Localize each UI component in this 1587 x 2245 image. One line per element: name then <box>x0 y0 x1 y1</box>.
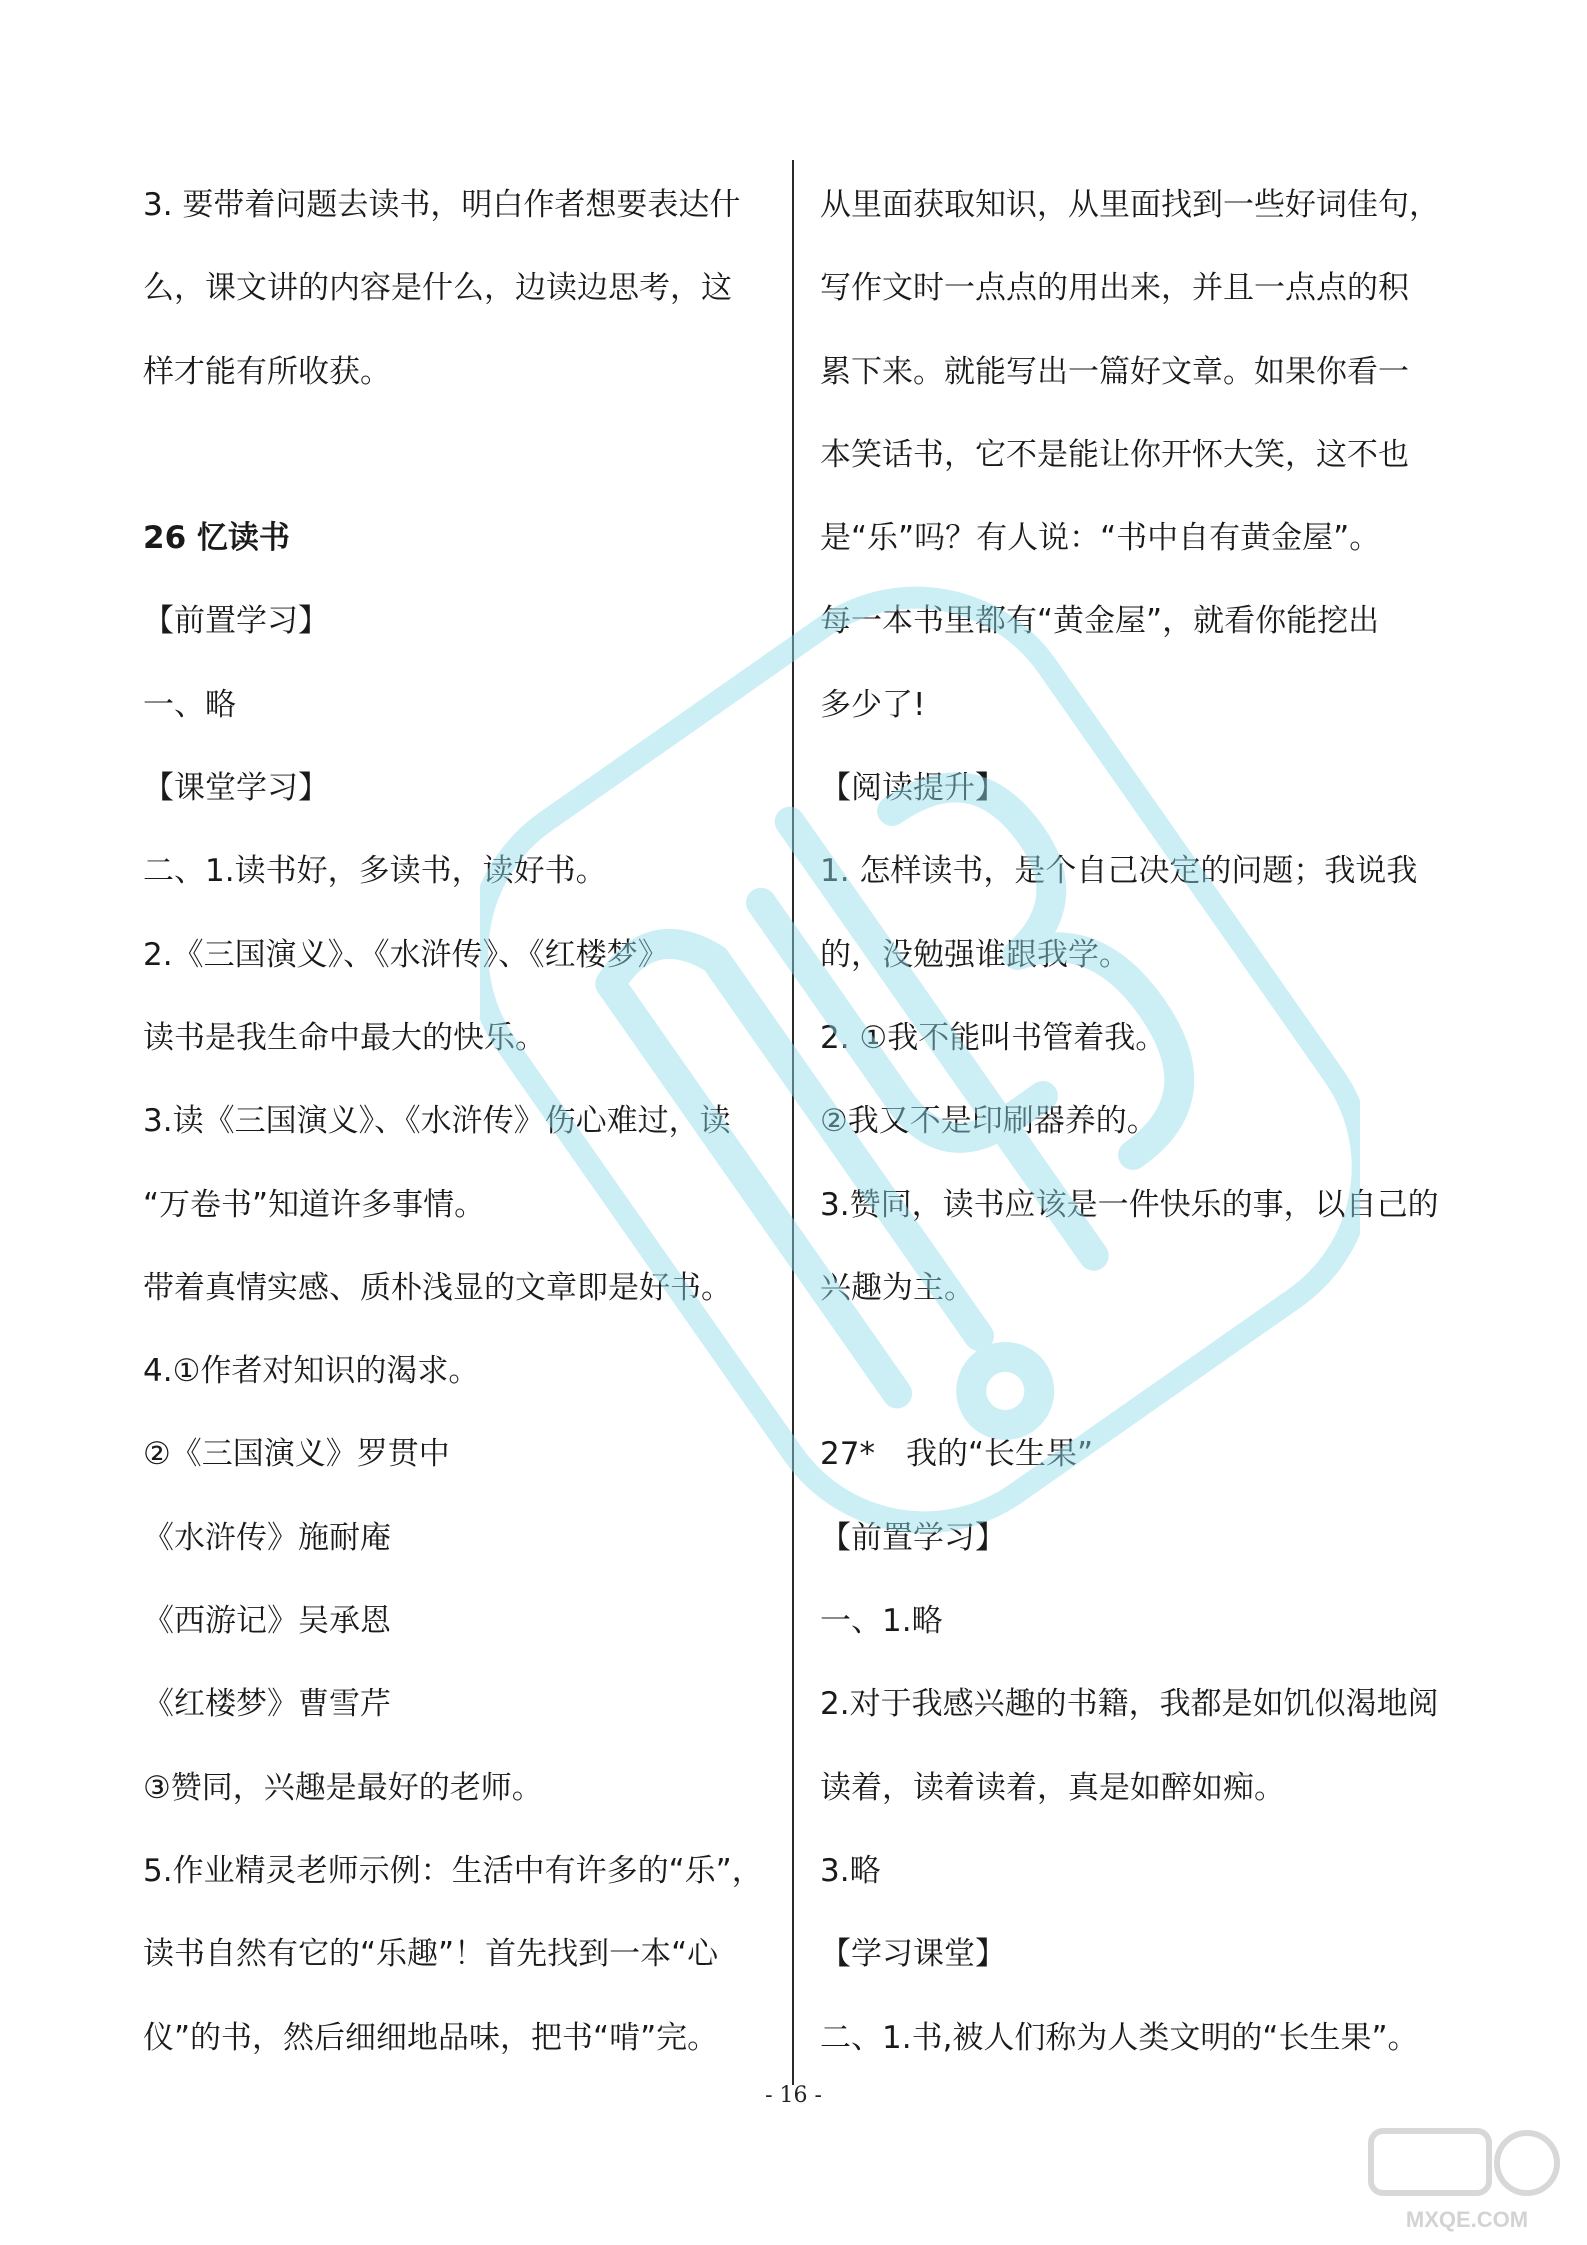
right-column <box>820 175 1450 2091</box>
text-line: 2.《三国演义》、《水浒传》、《红楼梦》 <box>143 936 669 973</box>
text-line: 二、1.读书好，多读书，读好书。 <box>143 853 607 890</box>
text-line: 《红楼梦》曹雪芹 <box>143 1686 391 1723</box>
text-line: 2.对于我感兴趣的书籍，我都是如饥似渴地阅 <box>820 1686 1439 1723</box>
text-line: 【课堂学习】 <box>143 770 329 807</box>
text-line: 一、略 <box>143 686 236 723</box>
site-logo <box>1367 2125 1567 2235</box>
text-line: 3.略 <box>820 1852 881 1889</box>
left-column <box>143 175 783 2091</box>
text-line: 带着真情实感、质朴浅显的文章即是好书。 <box>143 1269 732 1306</box>
text-line: 1. 怎样读书，是个自己决定的问题；我说我 <box>820 853 1418 890</box>
text-line: 【前置学习】 <box>820 1519 1006 1556</box>
page-number: - 16 - <box>765 2083 822 2108</box>
text-line: 写作文时一点点的用出来，并且一点点的积 <box>820 270 1409 307</box>
text-line: 每一本书里都有“黄金屋”，就看你能挖出 <box>820 603 1380 640</box>
text-line: ③赞同，兴趣是最好的老师。 <box>143 1769 543 1806</box>
text-line: 累下来。就能写出一篇好文章。如果你看一 <box>820 353 1409 390</box>
text-line: 读书自然有它的“乐趣”！首先找到一本“心 <box>143 1936 719 1973</box>
text-line: 5.作业精灵老师示例：生活中有许多的“乐”， <box>143 1852 763 1889</box>
text-line: 仪”的书，然后细细地品味，把书“啃”完。 <box>143 2019 719 2056</box>
site-logo-text: MXQE.COM <box>1405 2207 1529 2232</box>
text-line: 3.读《三国演义》、《水浒传》伤心难过，读 <box>143 1103 731 1140</box>
text-line: 3. 要带着问题去读书，明白作者想要表达什 <box>143 187 741 223</box>
blank-line <box>820 1341 1450 1424</box>
text-line: 【阅读提升】 <box>820 770 1006 807</box>
text-line: 多少了! <box>820 686 926 723</box>
column-divider <box>792 160 794 2085</box>
text-line: 样才能有所收获。 <box>143 353 391 390</box>
text-line: 27* 我的“长生果” <box>820 1436 1094 1473</box>
section-heading: 26 忆读书 <box>143 520 290 557</box>
text-line: “万卷书”知道许多事情。 <box>143 1186 486 1223</box>
blank-line <box>143 425 783 508</box>
text-line: 《西游记》吴承恩 <box>143 1603 391 1640</box>
text-line: 一、1.略 <box>820 1603 943 1640</box>
text-line: 【前置学习】 <box>143 603 329 640</box>
text-line: 的，没勉强谁跟我学。 <box>820 936 1130 973</box>
text-line: 二、1.书,被人们称为人类文明的“长生果”。 <box>820 2019 1419 2056</box>
text-line: ②《三国演义》罗贯中 <box>143 1436 450 1473</box>
text-line: 么，课文讲的内容是什么，边读边思考，这 <box>143 270 732 307</box>
text-line: 从里面获取知识，从里面找到一些好词佳句， <box>820 187 1440 223</box>
text-line: 4.①作者对知识的渴求。 <box>143 1353 480 1390</box>
text-line: 《水浒传》施耐庵 <box>143 1519 391 1556</box>
text-line: 是“乐”吗？有人说：“书中自有黄金屋”。 <box>820 520 1381 557</box>
text-line: 3.赞同，读书应该是一件快乐的事，以自己的 <box>820 1186 1439 1223</box>
text-line: 【学习课堂】 <box>820 1936 1006 1973</box>
text-line: 2. ①我不能叫书管着我。 <box>820 1019 1167 1056</box>
text-line: 读着，读着读着，真是如醉如痴。 <box>820 1769 1285 1806</box>
text-line: ②我又不是印刷器养的。 <box>820 1103 1158 1140</box>
text-line: 读书是我生命中最大的快乐。 <box>143 1019 546 1056</box>
text-line: 兴趣为主。 <box>820 1269 975 1306</box>
text-line: 本笑话书，它不是能让你开怀大笑，这不也 <box>820 436 1409 473</box>
